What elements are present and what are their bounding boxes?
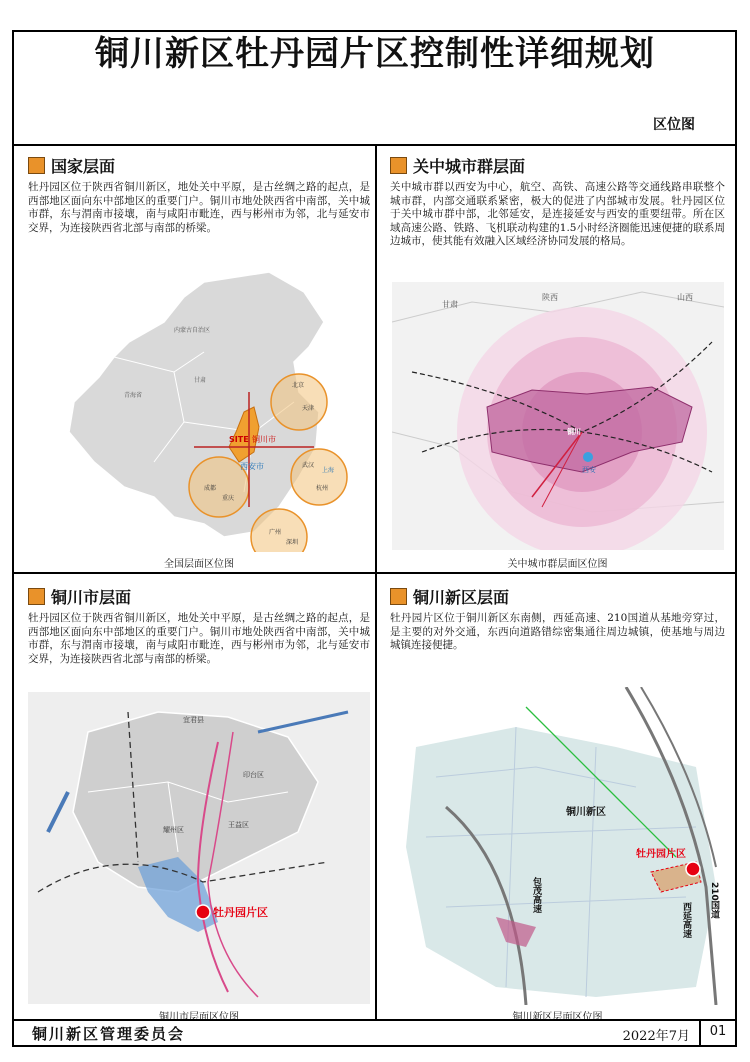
label-xiyan: 西延高速 [681,902,691,938]
section-marker-icon [28,157,45,174]
label-shanghai: 上海 [322,467,335,474]
page-subtitle: 区位图 [653,117,695,133]
section-marker-icon [390,588,407,605]
footer-page-number: 01 [699,1021,735,1045]
label-xian: 西安市 [240,462,264,471]
site-marker-nd [686,862,700,876]
label-yaozhou: 耀州区 [163,826,184,834]
shanghai-ring [291,449,347,505]
newdistrict-map [396,687,726,1005]
label-chongqing: 重庆 [222,495,235,502]
label-baomao: 包茂高速 [531,877,541,913]
label-shaanxi-gz: 陕西 [542,293,558,302]
section-city [28,585,370,666]
label-xian-gz: 西安 [582,466,596,474]
label-qinghai: 青海省 [124,392,143,399]
guanzhong-map [392,282,724,550]
label-hangzhou: 杭州 [316,485,329,492]
row-divider [14,572,735,574]
label-tongchuan-gz: 铜川 [567,428,581,436]
section-national [28,154,370,235]
section-guanzhong [390,154,725,249]
page-title: 铜川新区牡丹园片区控制性详细规划 [95,34,655,74]
district-area [406,727,716,997]
label-neimenggu: 内蒙古自治区 [174,327,211,334]
city-map-caption: 铜川市层面区位图 [159,1012,239,1023]
newdistrict-map-caption: 铜川新区层面区位图 [512,1012,603,1023]
section-newdistrict-heading: 铜川新区层面 [390,585,725,608]
label-shenzhen: 深圳 [286,539,299,546]
section-newdistrict-text: 牡丹园片区位于铜川新区东南侧，西延高速、210国道从基地旁穿过，是主要的对外交通，东西向道路错综密集通往周边城镇，使基地与周边城镇连接便捷。 [390,612,725,651]
label-district: 铜川新区 [566,807,606,818]
column-divider [375,144,377,1021]
section-newdistrict [390,585,725,653]
city-map [28,692,370,1004]
footer [14,1019,735,1045]
label-site: SITE [229,435,249,444]
label-gansu-gz: 甘肃 [442,300,458,309]
label-gansu: 甘肃 [194,377,207,384]
section-guanzhong-heading: 关中城市群层面 [390,154,725,177]
label-shanxi-gz: 山西 [677,293,693,302]
footer-org: 铜川新区管理委员会 [32,1025,186,1043]
section-marker-icon [28,588,45,605]
section-national-heading: 国家层面 [28,154,370,177]
section-city-heading: 铜川市层面 [28,585,370,608]
section-city-text: 牡丹园区位于陕西省铜川新区，地处关中平原，是古丝绸之路的起点，是西部地区面向东中部地区的重要门户。铜川市地处陕西省中南部，关中城市群，东与渭南市接壤，南与咸阳市毗连，西与彬州市为邻，北与延安市交界，为连接陕西省北部与南部的桥梁。 [28,612,370,665]
label-guodao: 210国道 [709,882,719,919]
label-site-nd: 牡丹园片区 [636,849,686,860]
section-national-text: 牡丹园区位于陕西省铜川新区，地处关中平原，是古丝绸之路的起点，是西部地区面向东中部地区的重要门户。铜川市地处陕西省中南部，关中城市群，东与渭南市接壤，南与咸阳市毗连，西与彬州市为邻，北与延安市交界，为连接陕西省北部与南部的桥梁。 [28,181,370,234]
national-map [54,262,354,552]
label-tongchuan: 铜川市 [252,435,276,444]
label-beijing: 北京 [292,382,305,389]
label-site-city: 牡丹园片区 [213,906,268,919]
section-marker-icon [390,157,407,174]
label-yijun: 宜君县 [183,716,204,724]
guanzhong-map-caption: 关中城市群层面区位图 [507,559,608,570]
site-marker [196,905,210,919]
label-wuhan: 武汉 [302,462,315,469]
footer-date: 2022年7月 [622,1029,690,1044]
section-guanzhong-text: 关中城市群以西安为中心，航空、高铁、高速公路等交通线路串联整个城市群，内部交通联系紧密，极大的促进了内部城市发展。牡丹园区位于关中城市群中部，北邻延安，是连接延安与西安的重要纽带。所在区域高速公路、铁路、飞机联动构建的1.5小时经济圈能迅速便捷的联系周边城市，使其能有效融入区域经济协同发展的格局。 [390,181,725,247]
label-yintai: 印台区 [243,771,264,779]
label-chengdu: 成都 [204,485,217,492]
label-guangzhou: 广州 [269,529,282,536]
label-wangyi: 王益区 [228,821,249,829]
label-tianjin: 天津 [302,405,315,412]
national-map-caption: 全国层面区位图 [164,559,234,570]
page-frame [12,30,737,1047]
